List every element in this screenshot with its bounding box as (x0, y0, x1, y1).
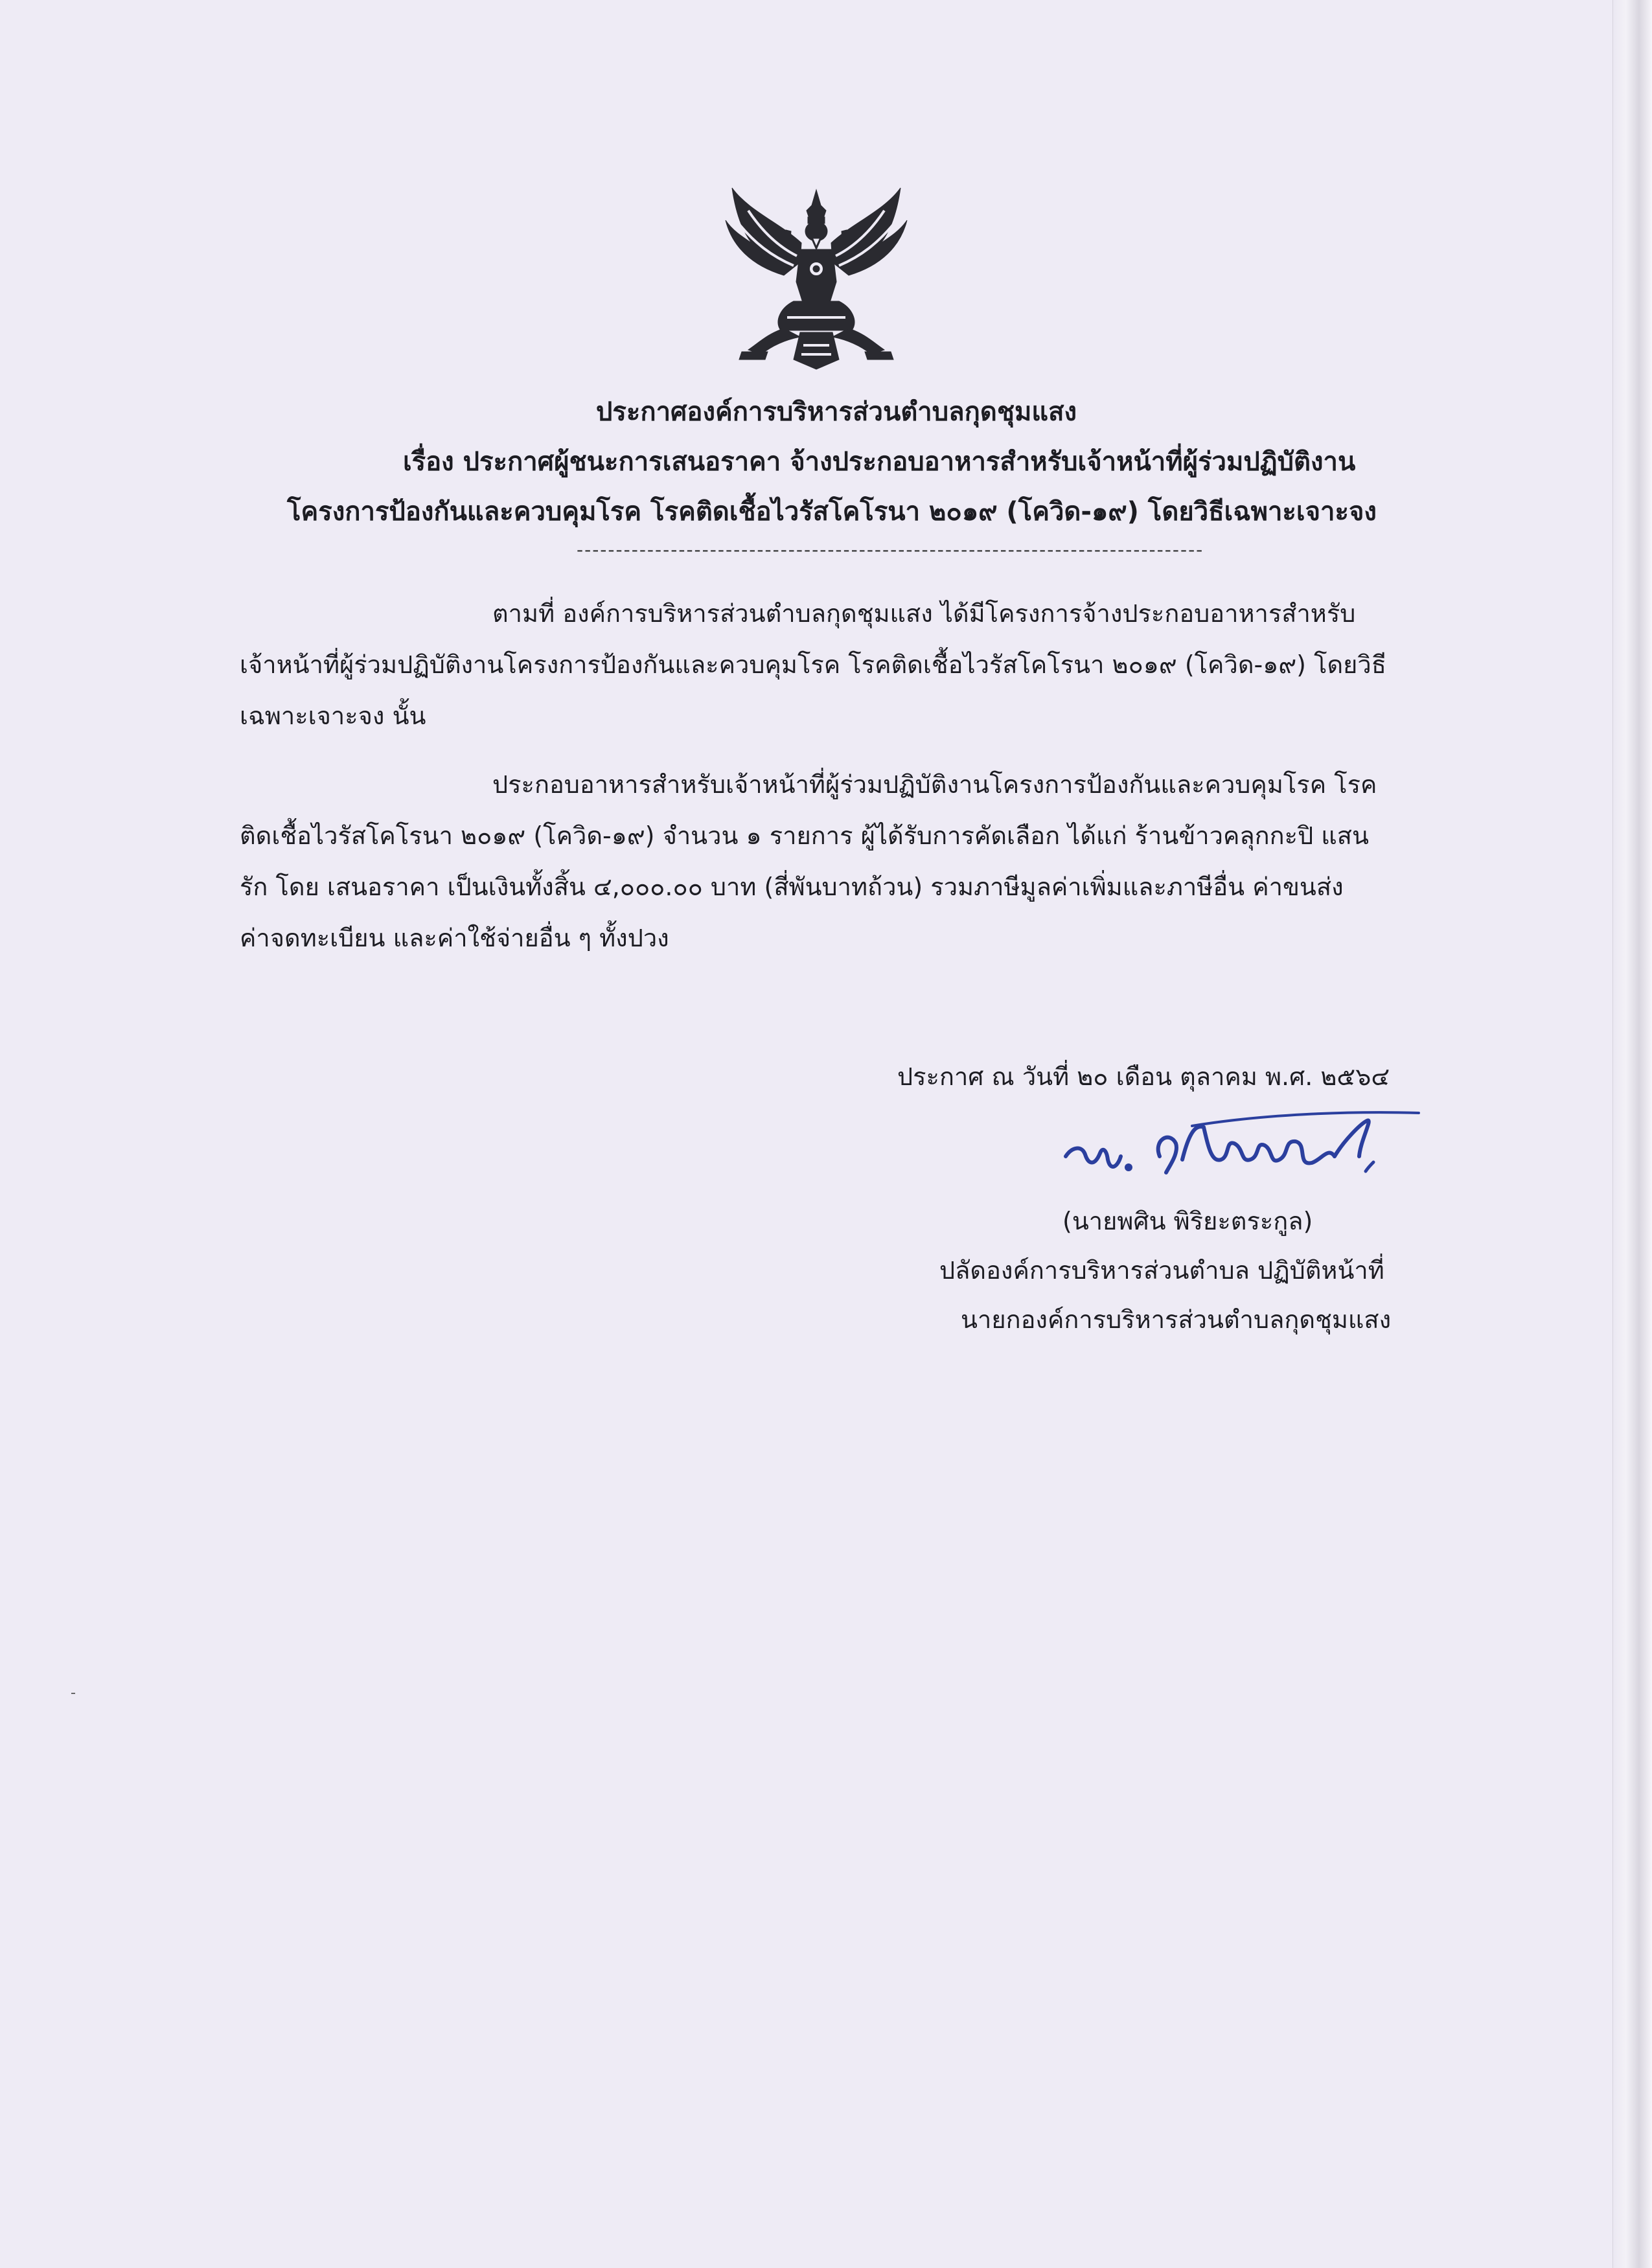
paper-speck (71, 1693, 75, 1694)
paragraph-1-line-2: เจ้าหน้าที่ผู้ร่วมปฏิบัติงานโครงการป้องกันและควบคุมโรค โรคติดเชื้อไวรัสโคโรนา ๒๐๑๙ (โควิด-๑๙) โดยวิธี (240, 650, 1386, 679)
title-line-project: โครงการป้องกันและควบคุมโรค โรคติดเชื้อไวรัสโคโรนา ๒๐๑๙ (โควิด-๑๙) โดยวิธีเฉพาะเจาะจง (287, 497, 1377, 527)
signer-position-line-2: นายกองค์การบริหารส่วนตำบลกุดชุมแสง (961, 1305, 1392, 1334)
paragraph-2-line-3: รัก โดย เสนอราคา เป็นเงินทั้งสิ้น ๔,๐๐๐.๐๐ บาท (สี่พันบาทถ้วน) รวมภาษีมูลค่าเพิ่มและภาษีอื่น ค่าขนส่ง (240, 873, 1344, 901)
paragraph-2-line-2: ติดเชื้อไวรัสโคโรนา ๒๐๑๙ (โควิด-๑๙) จำนวน ๑ รายการ ผู้ได้รับการคัดเลือก ได้แก่ ร้านข้าวคลุกกะปิ แสน (240, 821, 1369, 850)
garuda-emblem-icon (722, 185, 910, 372)
announce-date: ประกาศ ณ วันที่ ๒๐ เดือน ตุลาคม พ.ศ. ๒๕๖๔ (897, 1062, 1390, 1091)
title-separator: -------------------------------------------------------------------------------- (577, 539, 1204, 560)
title-line-subject: เรื่อง ประกาศผู้ชนะการเสนอราคา จ้างประกอบอาหารสำหรับเจ้าหน้าที่ผู้ร่วมปฏิบัติงาน (403, 447, 1356, 477)
title-line-organization: ประกาศองค์การบริหารส่วนตำบลกุดชุมแสง (596, 397, 1077, 427)
paragraph-2-line-1: ประกอบอาหารสำหรับเจ้าหน้าที่ผู้ร่วมปฏิบัติงานโครงการป้องกันและควบคุมโรค โรค (492, 770, 1377, 799)
paragraph-1-line-3: เฉพาะเจาะจง นั้น (240, 702, 426, 730)
paragraph-2-line-4: ค่าจดทะเบียน และค่าใช้จ่ายอื่น ๆ ทั้งปวง (240, 924, 669, 952)
handwritten-signature (1056, 1095, 1445, 1192)
page-edge (1613, 0, 1652, 2268)
paragraph-1-line-1: ตามที่ องค์การบริหารส่วนตำบลกุดชุมแสง ได้มีโครงการจ้างประกอบอาหารสำหรับ (492, 599, 1356, 628)
signer-position-line-1: ปลัดองค์การบริหารส่วนตำบล ปฏิบัติหน้าที่ (939, 1256, 1384, 1285)
signer-name: (นายพศิน พิริยะตระกูล) (1062, 1207, 1313, 1235)
